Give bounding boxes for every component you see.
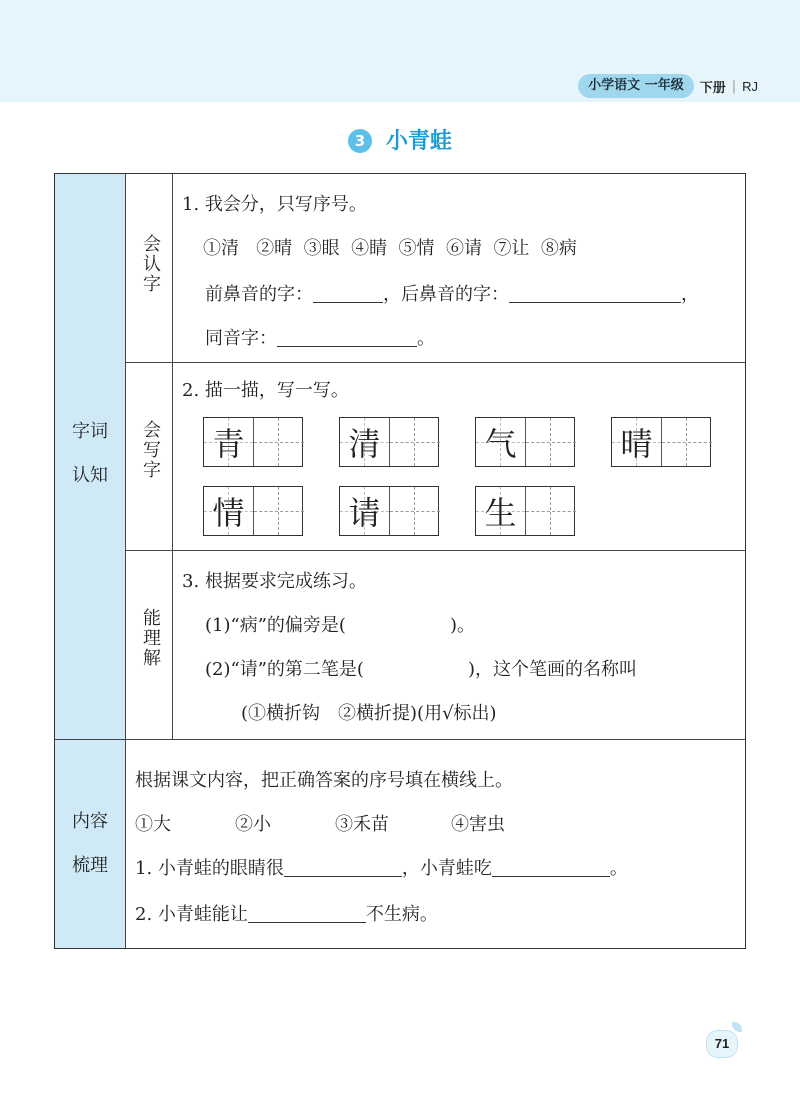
divider	[125, 550, 745, 551]
char-option: ⑤情	[398, 238, 435, 259]
category-line: 认知	[72, 465, 108, 486]
period: 。	[417, 328, 435, 349]
model-character: 晴	[620, 425, 653, 463]
model-character: 请	[348, 494, 381, 532]
char-option: ⑥请	[445, 238, 482, 259]
writing-box[interactable]	[526, 487, 576, 535]
subject-badge: 小学语文 一年级	[578, 74, 694, 98]
content-option: ①大	[135, 814, 171, 835]
sub-label-write: 会写字	[140, 420, 161, 480]
lesson-title	[0, 124, 800, 155]
model-character: 气	[484, 425, 517, 463]
page-number: 71	[706, 1030, 738, 1058]
char-option: ②晴	[256, 238, 293, 259]
q1-homophone-line	[205, 324, 435, 350]
writing-grid-qi[interactable]	[475, 417, 575, 467]
q1-nasal-line	[205, 280, 699, 306]
content-option: ②小	[235, 814, 271, 835]
writing-grid-qing3[interactable]	[611, 417, 711, 467]
lesson-number-badge: 3	[348, 129, 372, 153]
char-option: ④睛	[351, 238, 388, 259]
back-nasal-label: ，后鼻音的字：	[383, 284, 509, 305]
q3-2-text: (2)“请”的第二笔是(	[205, 659, 364, 680]
char-option: ①清	[203, 238, 239, 259]
q3-2-options: (①横折钩 ②横折提)(用√标出)	[241, 703, 497, 724]
edition-label: RJ	[742, 78, 758, 94]
content-option: ③禾苗	[335, 814, 389, 835]
writing-grid-qing5[interactable]	[339, 486, 439, 536]
book-header	[578, 74, 758, 98]
content-q2-end: 不生病。	[365, 904, 438, 925]
model-character: 情	[212, 494, 245, 532]
model-character: 生	[484, 494, 517, 532]
writing-grid-qing[interactable]	[203, 417, 303, 467]
char-option: ⑦让	[493, 238, 530, 259]
q1-prompt: 1. 我会分，只写序号。	[182, 194, 367, 215]
category-line: 内容	[72, 811, 108, 832]
writing-grid-qing2[interactable]	[339, 417, 439, 467]
q1-character-list	[203, 234, 577, 260]
category-line: 字词	[72, 421, 108, 442]
divider	[125, 174, 126, 948]
writing-box[interactable]	[662, 418, 712, 466]
q3-1-text: (1)“病”的偏旁是(	[205, 615, 346, 636]
content-q1-line	[135, 854, 628, 880]
answer-blank-eyes[interactable]	[284, 858, 402, 877]
answer-blank-homophone[interactable]	[277, 328, 417, 347]
q3-2-close: )，这个笔画的名称叫	[467, 659, 637, 680]
answer-blank-front-nasal[interactable]	[313, 284, 383, 303]
answer-blank-back-nasal[interactable]	[509, 284, 681, 303]
divider	[172, 174, 173, 739]
content-q2-line	[135, 900, 438, 926]
front-nasal-label: 前鼻音的字：	[205, 284, 313, 305]
char-option: ⑧病	[540, 238, 577, 259]
content-q2-text: 2. 小青蛙能让	[135, 904, 248, 925]
content-q1-mid: ，小青蛙吃	[401, 858, 492, 879]
q3-1-close: )。	[449, 615, 475, 636]
q2-prompt: 2. 描一描，写一写。	[182, 380, 349, 401]
comma: ，	[681, 284, 699, 305]
volume-label: 下册	[699, 80, 726, 96]
writing-box[interactable]	[390, 418, 440, 466]
content-prompt: 根据课文内容，把正确答案的序号填在横线上。	[135, 770, 513, 791]
header-separator: |	[731, 78, 737, 94]
q3-2-line	[205, 655, 637, 681]
sub-label-understand: 能理解	[140, 608, 161, 668]
content-q1-text: 1. 小青蛙的眼睛很	[135, 858, 284, 879]
lesson-title-text: 小青蛙	[385, 129, 452, 154]
q3-1-line	[205, 611, 475, 637]
content-option: ④害虫	[451, 814, 505, 835]
writing-box[interactable]	[526, 418, 576, 466]
category-label-content	[55, 800, 125, 888]
category-line: 梳理	[72, 855, 108, 876]
divider	[125, 362, 745, 363]
writing-box[interactable]	[390, 487, 440, 535]
content-q1-end: 。	[609, 858, 628, 879]
writing-box[interactable]	[254, 418, 304, 466]
model-character: 青	[212, 425, 245, 463]
answer-blank-protect[interactable]	[248, 904, 366, 923]
category-label-vocabulary	[55, 410, 125, 498]
writing-grid-sheng[interactable]	[475, 486, 575, 536]
model-character: 清	[348, 425, 381, 463]
q3-prompt: 3. 根据要求完成练习。	[182, 571, 367, 592]
char-option: ③眼	[303, 238, 340, 259]
sub-label-recognize: 会认字	[140, 234, 161, 294]
homophone-label: 同音字：	[205, 328, 277, 349]
exercise-table	[54, 173, 746, 949]
writing-box[interactable]	[254, 487, 304, 535]
answer-blank-eats[interactable]	[492, 858, 610, 877]
leaf-icon	[732, 1022, 742, 1032]
content-options	[135, 810, 505, 836]
writing-grid-qing4[interactable]	[203, 486, 303, 536]
divider	[55, 739, 745, 740]
